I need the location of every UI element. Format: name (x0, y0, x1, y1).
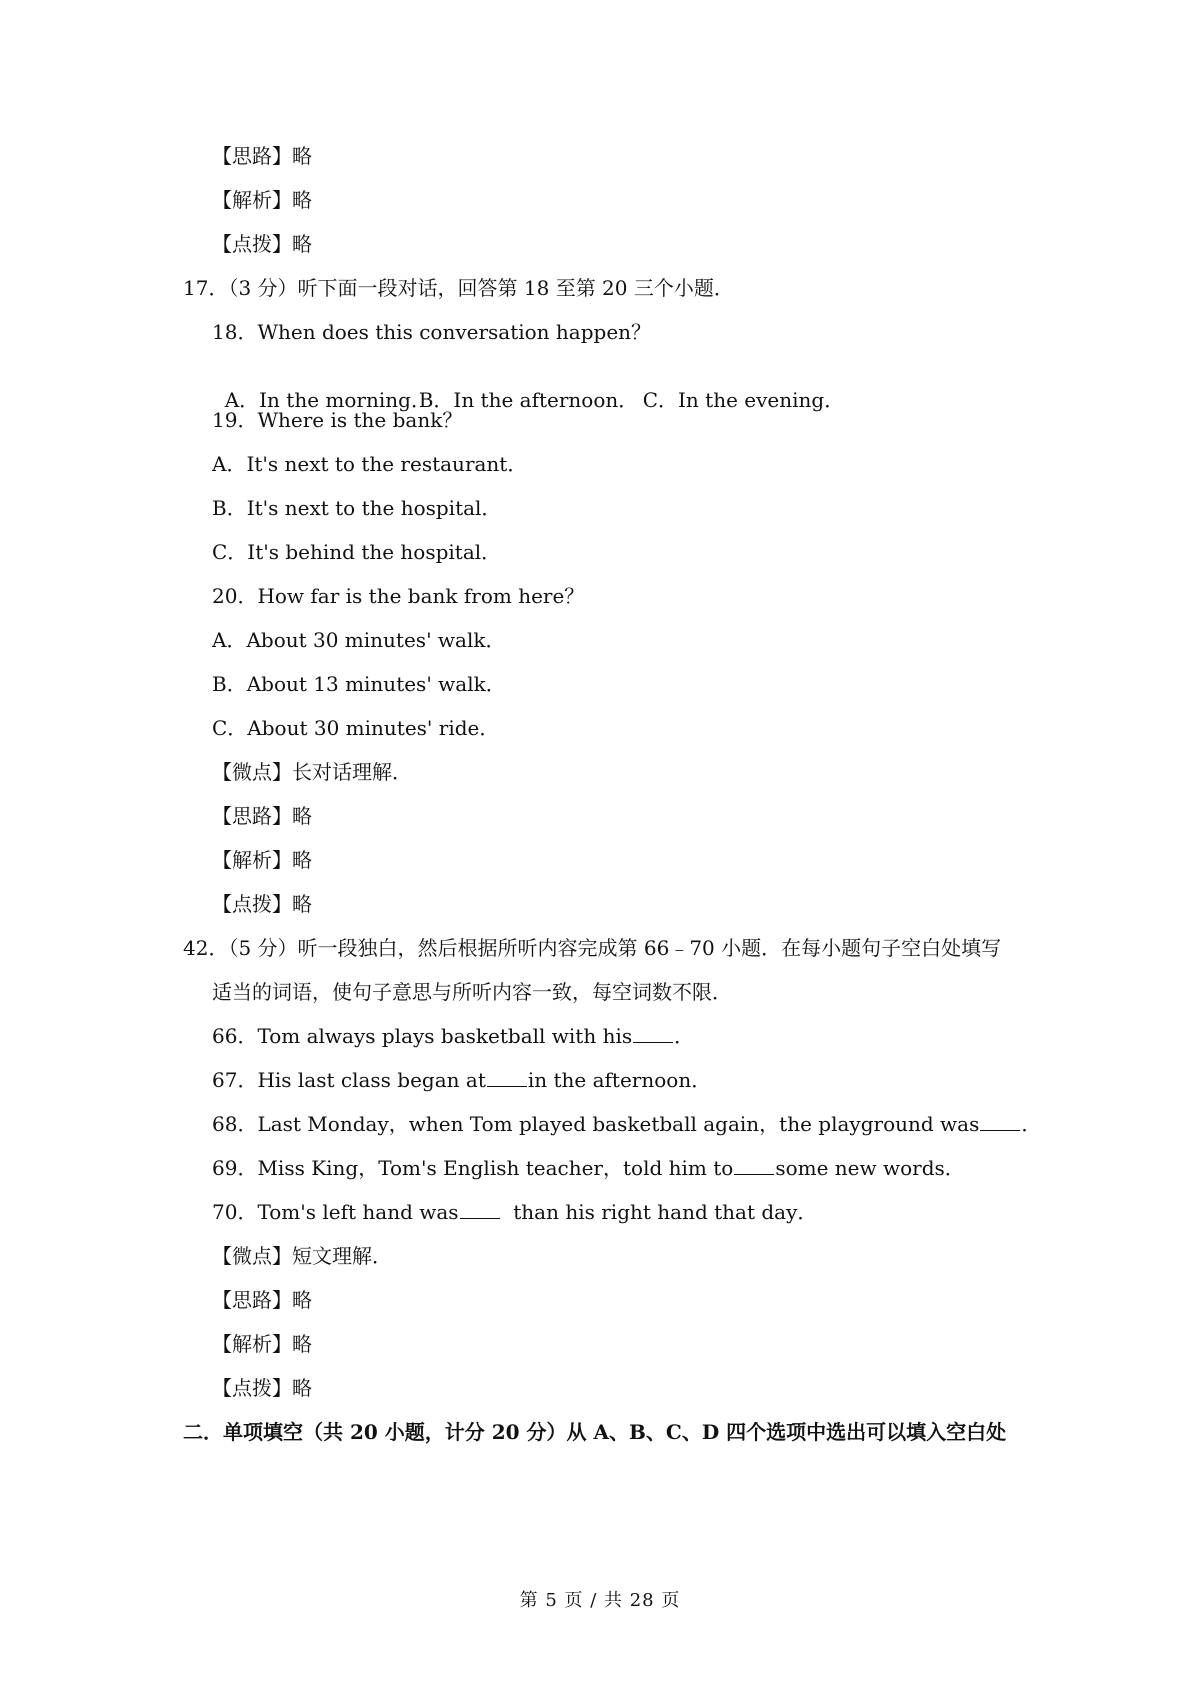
answer-blank (734, 1156, 774, 1175)
answer-jie-xi-2: 【解析】略 (212, 848, 312, 872)
answer-si-lu-2: 【思路】略 (212, 804, 312, 828)
answer-si-lu-3: 【思路】略 (212, 1288, 312, 1312)
answer-wei-dian-3: 【微点】短文理解． (212, 1244, 392, 1268)
question-20-option-c: C．About 30 minutes' ride． (212, 716, 500, 740)
answer-blank (980, 1112, 1020, 1131)
answer-jie-xi-3: 【解析】略 (212, 1332, 312, 1356)
answer-jie-xi-1: 【解析】略 (212, 188, 312, 212)
question-42-line-1: 42．（5 分）听一段独白，然后根据所听内容完成第 66﹣70 小题．在每小题句子空白处填写 (183, 936, 1002, 960)
question-18: 18．When does this conversation happen？ (212, 320, 652, 344)
question-70-end: than his right hand that day． (500, 1200, 818, 1224)
option-a: A．In the morning． (224, 388, 431, 412)
question-17: 17．（3 分）听下面一段对话，回答第 18 至第 20 三个小题． (183, 276, 734, 300)
answer-dian-bo-2: 【点拨】略 (212, 892, 312, 916)
answer-si-lu-1: 【思路】略 (212, 144, 312, 168)
answer-dian-bo-1: 【点拨】略 (212, 232, 312, 256)
question-68-text: 68．Last Monday，when Tom played basketball again，the playground was (212, 1112, 980, 1136)
question-42-line-2: 适当的词语，使句子意思与所听内容一致，每空词数不限． (212, 980, 732, 1004)
question-19-option-b: B．It's next to the hospital． (212, 496, 502, 520)
question-66-end: ． (674, 1024, 695, 1048)
option-c: C．In the evening． (642, 388, 845, 412)
question-66 (212, 1024, 694, 1048)
answer-blank (633, 1024, 673, 1043)
question-68-end: ． (1021, 1112, 1042, 1136)
section-heading: 二．单项填空（共 20 小题，计分 20 分）从 A、B、C、D 四个选项中选出可以填入空白处 (183, 1420, 1007, 1444)
question-20: 20．How far is the bank from here？ (212, 584, 585, 608)
question-19-option-a: A．It's next to the restaurant． (212, 452, 528, 476)
question-19: 19．Where is the bank？ (212, 408, 463, 432)
question-18-options (212, 364, 845, 412)
question-68 (212, 1112, 1041, 1136)
question-69 (212, 1156, 965, 1180)
page-footer: 第 5 页 / 共 28 页 (519, 1590, 681, 1611)
answer-blank (460, 1200, 500, 1219)
question-20-option-b: B．About 13 minutes' walk． (212, 672, 506, 696)
question-67-text: 67．His last class began at (212, 1068, 486, 1092)
answer-blank (487, 1068, 527, 1087)
question-69-end: some new words． (775, 1156, 965, 1180)
question-70 (212, 1200, 817, 1224)
answer-dian-bo-3: 【点拨】略 (212, 1376, 312, 1400)
question-67-end: in the afternoon． (527, 1068, 712, 1092)
question-67 (212, 1068, 711, 1092)
question-70-text: 70．Tom's left hand was (212, 1200, 459, 1224)
question-66-text: 66．Tom always plays basketball with his (212, 1024, 633, 1048)
question-20-option-a: A．About 30 minutes' walk． (212, 628, 506, 652)
question-69-text: 69．Miss King，Tom's English teacher，told him to (212, 1156, 734, 1180)
option-b: B．In the afternoon． (418, 388, 639, 412)
answer-wei-dian-2: 【微点】长对话理解． (212, 760, 412, 784)
question-19-option-c: C．It's behind the hospital． (212, 540, 502, 564)
